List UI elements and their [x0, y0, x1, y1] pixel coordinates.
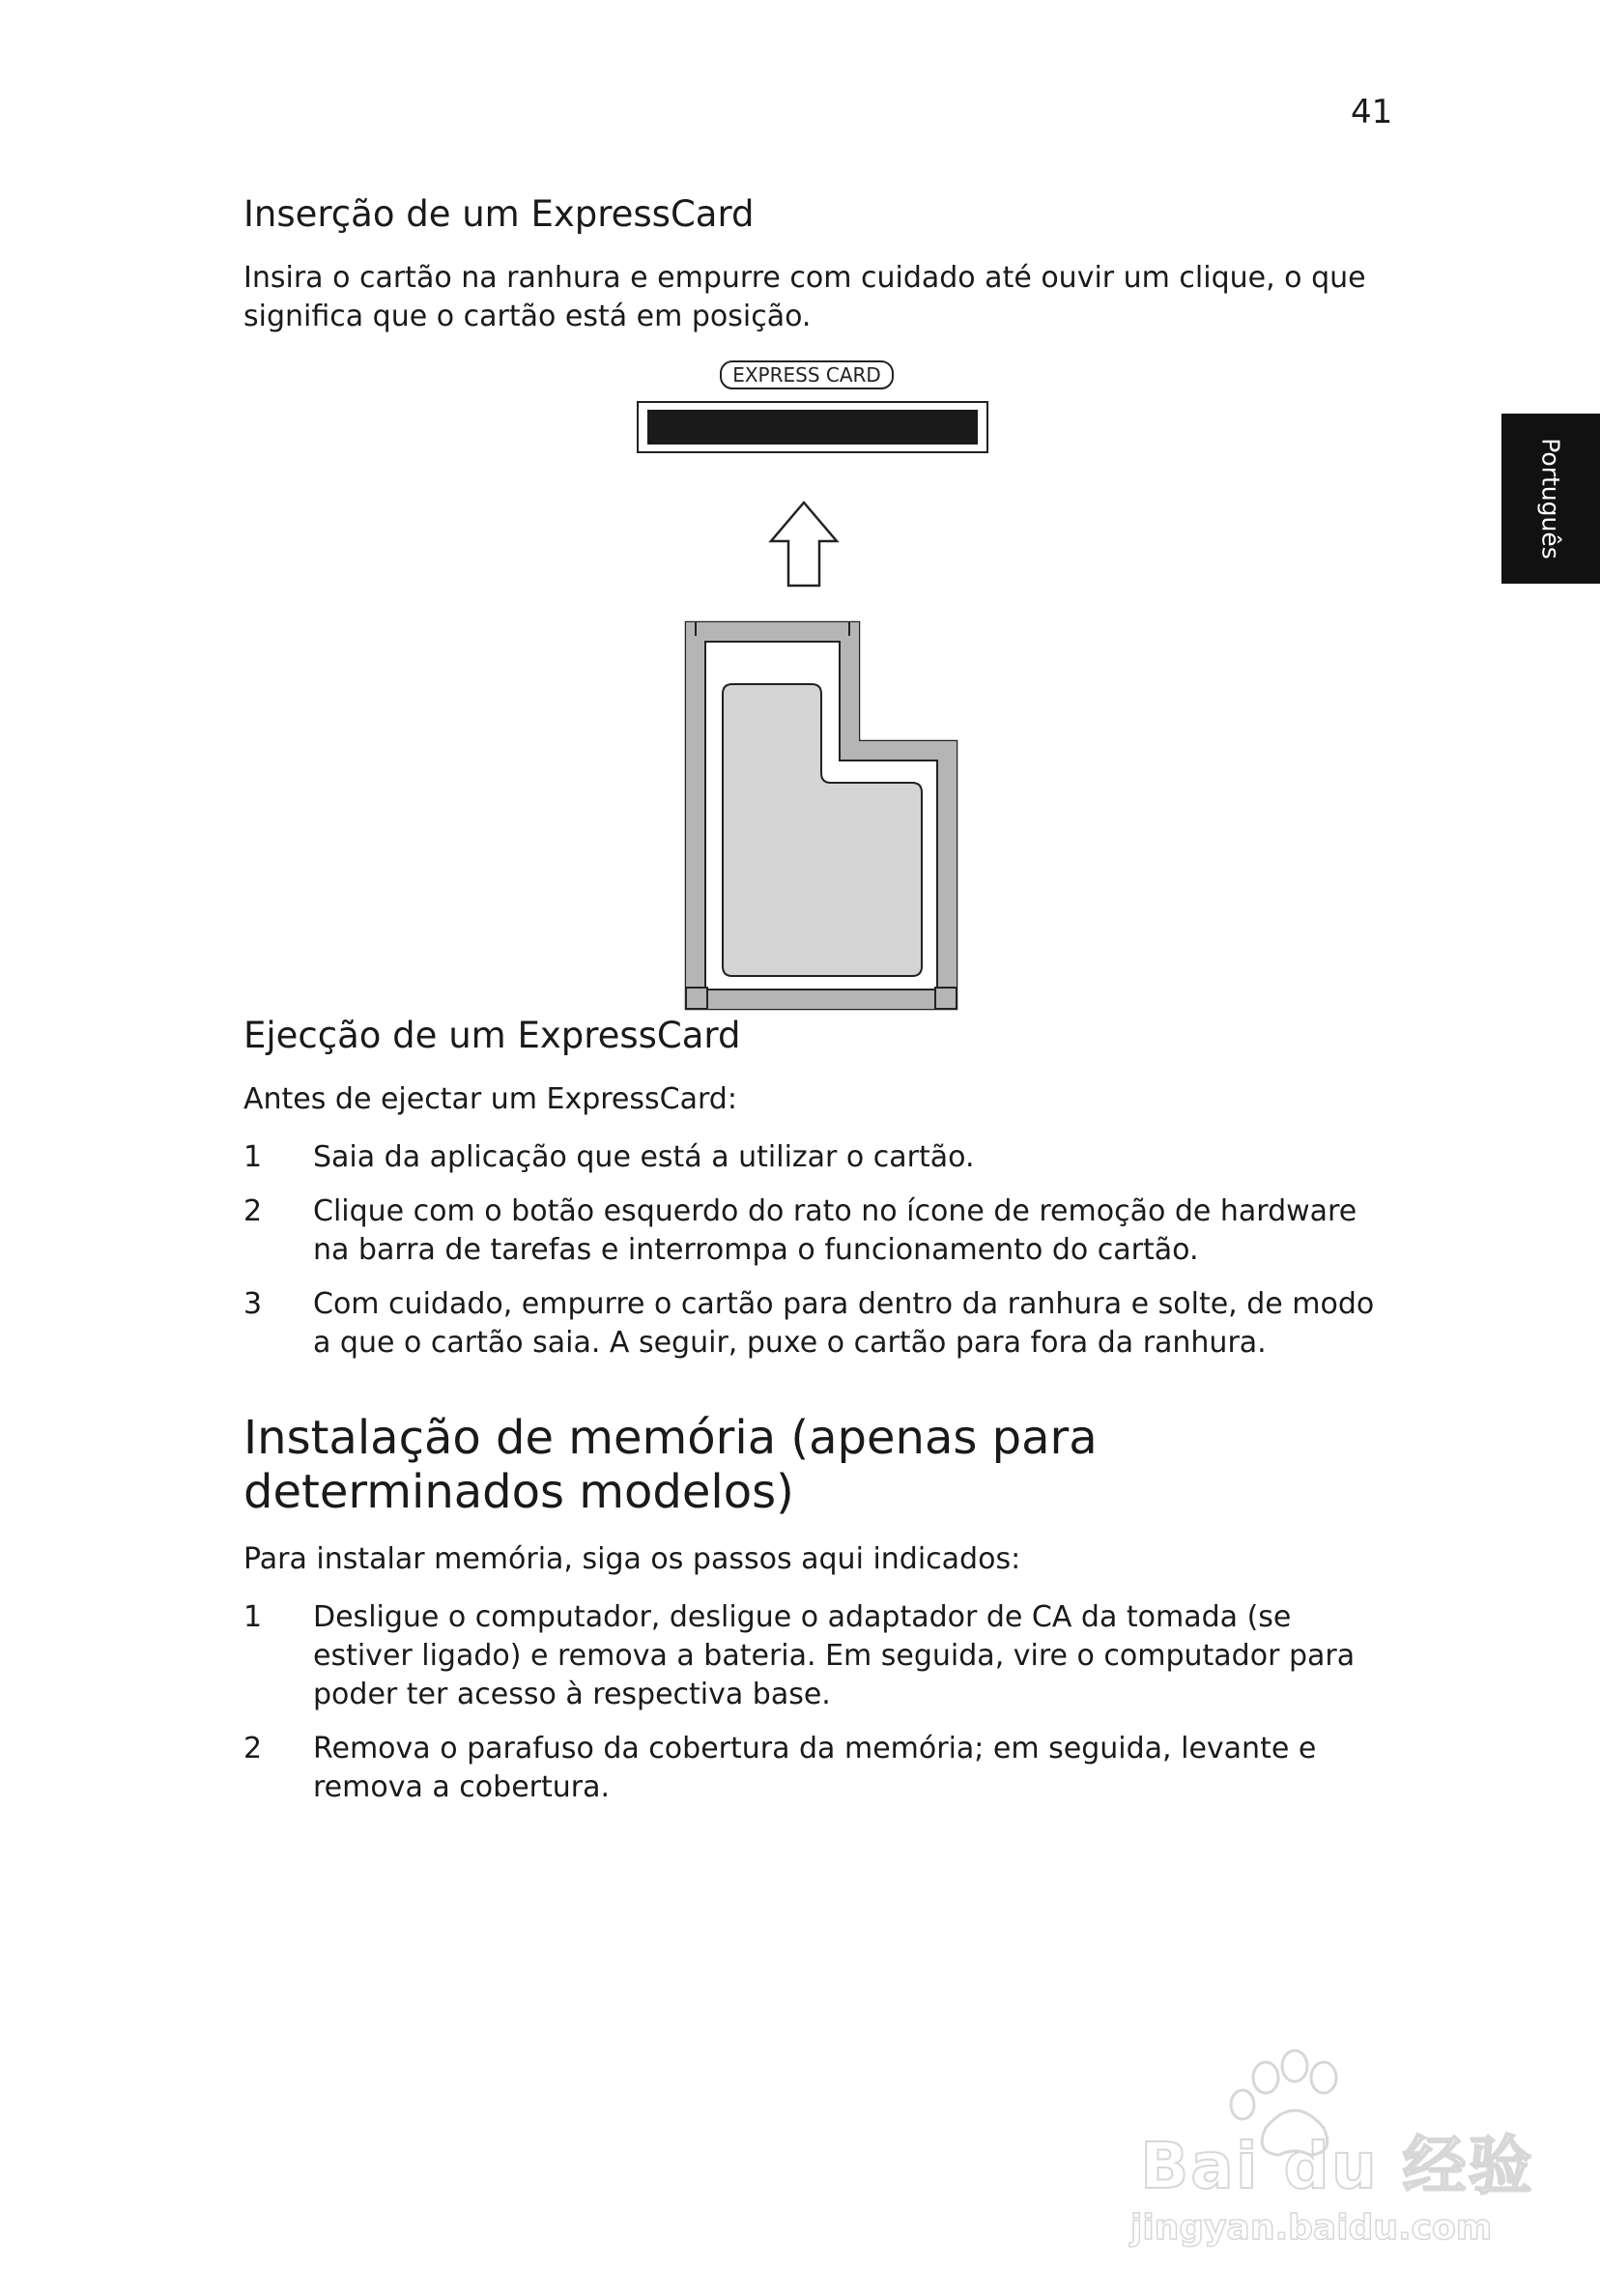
page-number: 41	[1351, 93, 1393, 131]
insert-section-body: Insira o cartão na ranhura e empurre com cuidado até ouvir um clique, o que significa que o cartão está em posição.	[243, 261, 1366, 334]
expresscard-label-area	[723, 684, 922, 976]
memory-step	[243, 1730, 1384, 1807]
baidu-watermark	[1121, 2039, 1534, 2261]
memory-section-intro: Para instalar memória, siga os passos aqui indicados:	[243, 1542, 1021, 1577]
eject-step	[243, 1285, 1384, 1363]
step-text: Remova o parafuso da cobertura da memória; em seguida, levante e remova a cobertura.	[313, 1732, 1317, 1805]
eject-step	[243, 1192, 1384, 1270]
step-number: 2	[243, 1194, 263, 1229]
watermark-brand: Bai du 经验	[1140, 2129, 1534, 2203]
eject-section-title: Ejecção de um ExpressCard	[243, 1015, 741, 1057]
expresscard-illustration	[243, 346, 1384, 1013]
step-text: Desligue o computador, desligue o adaptador de CA da tomada (se estiver ligado) e remova a bateria. Em seguida, vire o computador para poder ter acesso à respectiva base.	[313, 1600, 1356, 1712]
step-text: Clique com o botão esquerdo do rato no ícone de remoção de hardware na barra de tarefas e interrompa o funcionamento do cartão.	[313, 1194, 1357, 1268]
page-content	[243, 191, 1384, 1822]
card-corner-right	[935, 988, 957, 1009]
memory-steps	[243, 1598, 1384, 1807]
step-number: 3	[243, 1287, 263, 1322]
memory-step	[243, 1598, 1384, 1714]
card-corner-left	[686, 988, 707, 1009]
step-text: Saia da aplicação que está a utilizar o cartão.	[313, 1140, 975, 1175]
memory-section-title: Instalação de memória (apenas para determinados modelos)	[243, 1411, 1098, 1520]
insert-arrow-icon	[771, 502, 837, 586]
watermark-url: jingyan.baidu.com	[1130, 2208, 1493, 2248]
expresscard-figure	[243, 346, 1384, 1013]
step-number: 2	[243, 1732, 263, 1766]
card-slot-opening	[647, 410, 978, 445]
step-number: 1	[243, 1140, 263, 1175]
step-number: 1	[243, 1600, 263, 1635]
eject-step	[243, 1138, 1384, 1177]
language-tab	[1501, 414, 1600, 584]
figure-label: EXPRESS CARD	[732, 363, 881, 387]
eject-steps	[243, 1138, 1384, 1363]
eject-section-intro: Antes de ejectar um ExpressCard:	[243, 1082, 737, 1117]
step-text: Com cuidado, empurre o cartão para dentro da ranhura e solte, de modo a que o cartão saia. A seguir, puxe o cartão para fora da ranhura.	[313, 1287, 1375, 1361]
insert-section-title: Inserção de um ExpressCard	[243, 193, 755, 235]
language-tab-label: Português	[1536, 438, 1565, 560]
